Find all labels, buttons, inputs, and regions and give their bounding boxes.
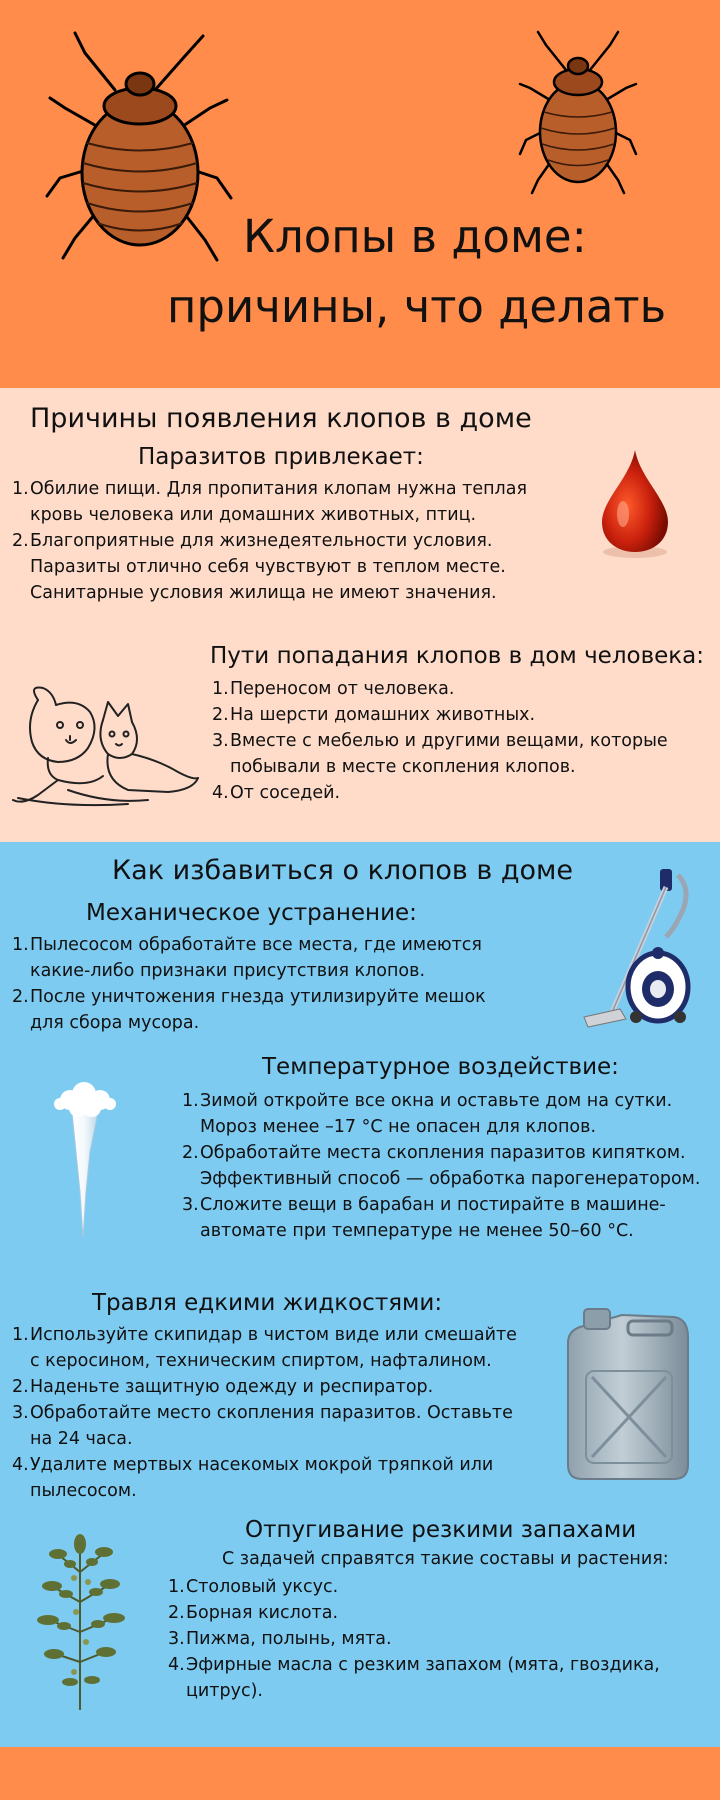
list-item-number: 4. — [212, 783, 229, 803]
attract-heading: Паразитов привлекает: — [138, 444, 424, 470]
list-item-text-line: Обработайте место скопления паразитов. Оставьте — [30, 1403, 513, 1423]
list-item — [12, 1374, 532, 1400]
dog-cat-icon — [8, 680, 203, 810]
page-title-line2: причины, что делать — [167, 280, 667, 333]
list-item-text-line: Мороз менее –17 °С не опасен для клопов. — [200, 1117, 597, 1137]
list-item — [168, 1574, 698, 1600]
icicle-icon — [50, 1082, 120, 1242]
causes-section — [0, 388, 720, 842]
list-item — [212, 728, 712, 780]
list-item-text-line: После уничтожения гнезда утилизируйте мешок — [30, 987, 486, 1007]
list-item-number: 2. — [168, 1603, 185, 1623]
list-item-text-line: какие-либо признаки присутствия клопов. — [30, 961, 426, 981]
list-item-text-line: Благоприятные для жизнедеятельности условия. — [30, 531, 493, 551]
list-item-number: 4. — [12, 1455, 29, 1475]
list-item-text-line: Столовый уксус. — [186, 1577, 339, 1597]
list-item-number: 1. — [168, 1577, 185, 1597]
list-item-number: 4. — [168, 1655, 185, 1675]
list-item-text-line: Паразиты отлично себя чувствуют в теплом месте. — [30, 557, 506, 577]
list-item-text-line: кровь человека или домашних животных, птиц. — [30, 505, 477, 525]
list-item-number: 3. — [182, 1195, 199, 1215]
footer-bar — [0, 1747, 720, 1800]
list-item-text-line: цитрус). — [186, 1681, 263, 1701]
list-item-text-line: Сложите вещи в барабан и постирайте в машине- — [200, 1195, 666, 1215]
list-item-text-line: Пижма, полынь, мята. — [186, 1629, 392, 1649]
list-item-number: 2. — [12, 1377, 29, 1397]
remove-section — [0, 842, 720, 1747]
mechanical-heading: Механическое устранение: — [86, 900, 417, 926]
vacuum-cleaner-icon — [580, 867, 695, 1032]
list-item — [168, 1600, 698, 1626]
list-item-number: 2. — [212, 705, 229, 725]
causes-heading: Причины появления клопов в доме — [30, 403, 532, 434]
list-item — [212, 702, 712, 728]
list-item-number: 2. — [182, 1143, 199, 1163]
ways-heading: Пути попадания клопов в дом человека: — [210, 643, 705, 669]
list-item-text-line: Санитарные условия жилища не имеют значения. — [30, 583, 497, 603]
liquids-heading: Травля едкими жидкостями: — [92, 1290, 443, 1316]
list-item-text-line: Обилие пищи. Для пропитания клопам нужна теплая — [30, 479, 527, 499]
list-item-text-line: пылесосом. — [30, 1481, 137, 1501]
wormwood-plant-icon — [30, 1532, 130, 1712]
page-title-line1: Клопы в доме: — [243, 210, 587, 263]
list-item — [12, 1322, 532, 1374]
list-item-text-line: с керосином, техническим спиртом, нафталином. — [30, 1351, 492, 1371]
list-item — [12, 1400, 532, 1452]
list-item-number: 3. — [168, 1629, 185, 1649]
list-item-text-line: Наденьте защитную одежду и респиратор. — [30, 1377, 434, 1397]
list-item-text-line: Эффективный способ — обработка парогенератором. — [200, 1169, 701, 1189]
list-item — [168, 1652, 698, 1704]
list-item-text-line: на 24 часа. — [30, 1429, 133, 1449]
smells-list — [168, 1574, 698, 1704]
bedbug-icon — [518, 30, 638, 195]
list-item-number: 2. — [12, 987, 29, 1007]
list-item-number: 3. — [212, 731, 229, 751]
list-item — [12, 984, 512, 1036]
mechanical-list — [12, 932, 512, 1036]
temperature-heading: Температурное воздействие: — [262, 1054, 619, 1080]
list-item-text-line: Переносом от человека. — [230, 679, 455, 699]
list-item-text-line: Вместе с мебелью и другими вещами, которые — [230, 731, 668, 751]
list-item — [12, 476, 532, 528]
list-item — [182, 1088, 717, 1140]
list-item-text-line: На шерсти домашних животных. — [230, 705, 536, 725]
list-item-number: 1. — [182, 1091, 199, 1111]
list-item-text-line: для сбора мусора. — [30, 1013, 200, 1033]
list-item-number: 3. — [12, 1403, 29, 1423]
list-item-text-line: От соседей. — [230, 783, 341, 803]
list-item-number: 1. — [12, 1325, 29, 1345]
list-item-number: 2. — [12, 531, 29, 551]
remove-heading: Как избавиться о клопов в доме — [112, 855, 573, 886]
list-item — [212, 780, 712, 806]
list-item-text-line: Борная кислота. — [186, 1603, 339, 1623]
list-item-number: 1. — [12, 935, 29, 955]
list-item-text-line: автомате при температуре не менее 50–60 °С. — [200, 1221, 634, 1241]
list-item-text-line: Используйте скипидар в чистом виде или смешайте — [30, 1325, 517, 1345]
list-item — [168, 1626, 698, 1652]
smells-heading: Отпугивание резкими запахами — [245, 1517, 637, 1543]
list-item-text-line: Зимой откройте все окна и оставьте дом на сутки. — [200, 1091, 673, 1111]
list-item-text-line: Удалите мертвых насекомых мокрой тряпкой или — [30, 1455, 494, 1475]
list-item-text-line: Пылесосом обработайте все места, где имеются — [30, 935, 482, 955]
attract-list — [12, 476, 532, 606]
list-item — [212, 676, 712, 702]
list-item-number: 1. — [212, 679, 229, 699]
list-item — [12, 528, 532, 606]
temperature-list — [182, 1088, 717, 1244]
list-item — [12, 932, 512, 984]
blood-drop-icon — [590, 448, 680, 560]
list-item-text-line: Обработайте места скопления паразитов кипятком. — [200, 1143, 686, 1163]
list-item-text-line: побывали в месте скопления клопов. — [230, 757, 576, 777]
header-section — [0, 0, 720, 388]
list-item — [12, 1452, 532, 1504]
liquids-list — [12, 1322, 532, 1504]
smells-intro: С задачей справятся такие составы и растения: — [222, 1549, 669, 1569]
canister-icon — [562, 1307, 692, 1485]
list-item-number: 1. — [12, 479, 29, 499]
list-item — [182, 1192, 717, 1244]
list-item-text-line: Эфирные масла с резким запахом (мята, гвоздика, — [186, 1655, 660, 1675]
list-item — [182, 1140, 717, 1192]
bedbug-icon — [45, 28, 235, 263]
ways-list — [212, 676, 712, 806]
